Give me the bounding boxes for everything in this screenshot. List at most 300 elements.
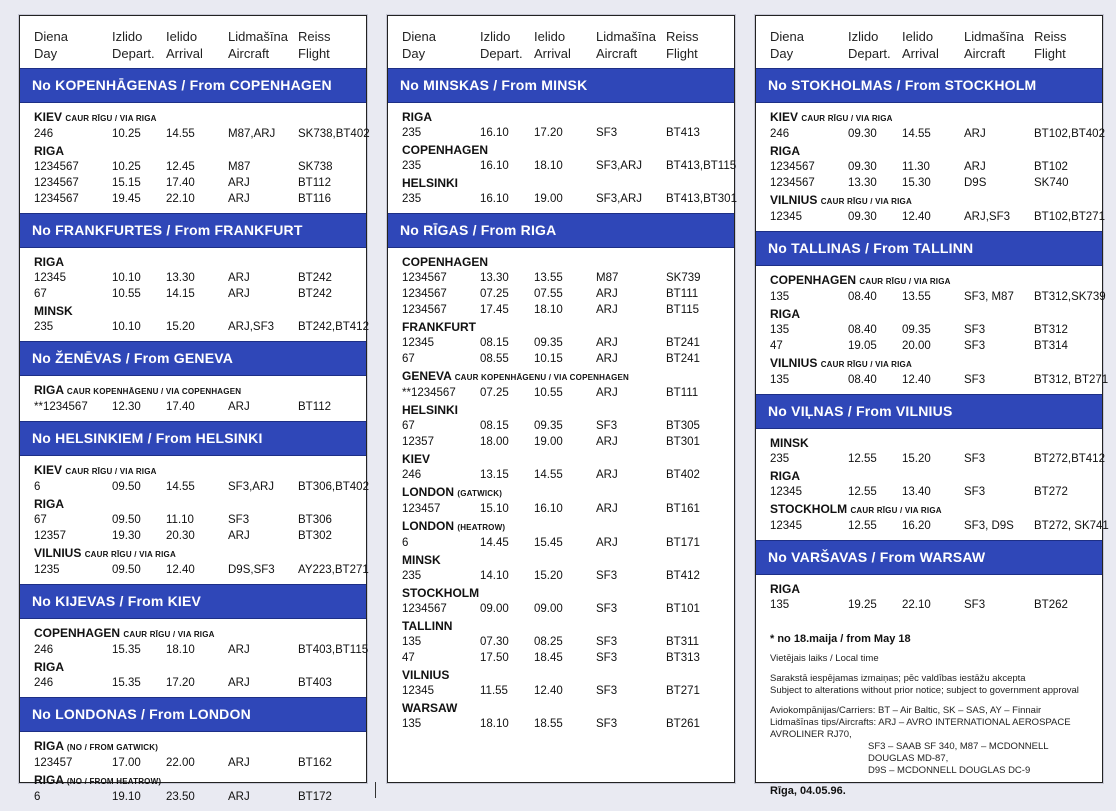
- flight-aircraft: ARJ: [228, 288, 250, 300]
- flight-arrival: 17.40: [166, 177, 195, 189]
- header-dep: [480, 28, 534, 62]
- timetable-panel-1: [18, 14, 370, 803]
- flight-row: [34, 512, 356, 528]
- destination-name: LONDON: [402, 485, 454, 499]
- flight-row: [34, 479, 369, 495]
- destination: [402, 553, 724, 568]
- destination-name: KIEV: [770, 110, 799, 124]
- flight-flight: BT403,BT115: [298, 644, 369, 656]
- flight-arrival: 22.10: [166, 193, 195, 205]
- destination-name: RIGA: [34, 255, 64, 269]
- destination: [34, 463, 356, 479]
- flight-arrival: 13.30: [166, 272, 195, 284]
- flight-departure: 08.15: [480, 337, 509, 349]
- flight-flight: BT241: [666, 353, 700, 365]
- section-title: No VARŠAVAS / From WARSAW: [756, 540, 1102, 575]
- flight-arrival: 12.40: [166, 564, 195, 576]
- flight-row: [402, 601, 724, 617]
- header-arr: [166, 28, 228, 62]
- flight-day: 12345: [402, 337, 434, 349]
- header-day-line: Diena: [34, 29, 68, 44]
- flight-flight: BT312: [1034, 324, 1068, 336]
- section-title: No KIJEVAS / From KIEV: [20, 584, 366, 619]
- flight-aircraft: SF3: [964, 453, 986, 465]
- destination-via: CAUR RĪGU / VIA RIGA: [850, 506, 942, 515]
- legend-subject-line: Sarakstā iespējamas izmaiņas; pēc valdības iestāžu akcepta: [770, 673, 1026, 684]
- flight-departure: 14.45: [480, 537, 509, 549]
- destination: [770, 502, 1092, 518]
- flight-departure: 13.30: [480, 272, 509, 284]
- flight-row: [770, 484, 1092, 500]
- flight-flight: BT272,BT412: [1034, 453, 1105, 465]
- flight-departure: 10.25: [112, 161, 141, 173]
- flight-day: 235: [34, 321, 54, 333]
- flight-flight: BT262: [1034, 599, 1068, 611]
- destination-via: (GATWICK): [457, 489, 503, 498]
- flight-row: [770, 597, 1092, 613]
- flight-departure: 12.55: [848, 453, 877, 465]
- flight-row: [402, 270, 724, 286]
- destination: [770, 307, 1092, 322]
- destination-name: RIGA: [770, 469, 800, 483]
- panel-body: [19, 15, 370, 803]
- timetable-panel-3: [754, 14, 1109, 797]
- flight-arrival: 12.40: [534, 685, 563, 697]
- header-fl-line: Flight: [298, 46, 330, 61]
- flight-flight: BT112: [298, 401, 332, 413]
- flight-aircraft: ARJ: [596, 353, 618, 365]
- destination: [402, 619, 724, 634]
- flight-departure: 15.35: [112, 644, 141, 656]
- header-arr-line: Ielido: [902, 29, 934, 44]
- flight-row: [402, 191, 737, 207]
- flight-aircraft: ARJ: [228, 401, 250, 413]
- destination-name: COPENHAGEN: [770, 273, 857, 287]
- section-title: No FRANKFURTES / From FRANKFURT: [20, 213, 366, 248]
- destination-name: VILNIUS: [34, 546, 82, 560]
- flight-departure: 08.40: [848, 291, 877, 303]
- destination: [402, 143, 724, 158]
- section-body: [756, 429, 1109, 540]
- destination-name: TALLINN: [402, 619, 453, 633]
- destination: [34, 383, 356, 399]
- flight-arrival: 15.20: [534, 570, 563, 582]
- flight-flight: BT172: [298, 791, 332, 803]
- flight-arrival: 23.50: [166, 791, 195, 803]
- flight-aircraft: ARJ: [228, 791, 250, 803]
- flight-flight: BT403: [298, 677, 332, 689]
- flight-arrival: 10.15: [534, 353, 563, 365]
- destination-name: RIGA: [770, 582, 800, 596]
- flight-arrival: 19.00: [534, 436, 563, 448]
- section-title: No KOPENHĀGENAS / From COPENHAGEN: [20, 68, 366, 103]
- flight-day: 6: [402, 537, 409, 549]
- header-dep-line: Depart.: [480, 46, 523, 61]
- column-header: [388, 16, 734, 68]
- flight-row: [34, 270, 356, 286]
- flight-row: [402, 501, 724, 517]
- flight-aircraft: ARJ: [228, 677, 250, 689]
- flight-flight: BT111: [666, 387, 699, 399]
- flight-flight: BT116: [298, 193, 332, 205]
- flight-row: [402, 650, 724, 666]
- flight-aircraft: SF3,ARJ: [228, 481, 275, 493]
- section-title: No STOKHOLMAS / From STOCKHOLM: [756, 68, 1102, 103]
- flight-aircraft: M87: [596, 272, 619, 284]
- flight-day: 135: [402, 636, 422, 648]
- flight-row: [770, 451, 1105, 467]
- spacer: [770, 665, 1088, 673]
- header-dep: [848, 28, 902, 62]
- flight-flight: BT161: [666, 503, 700, 515]
- section-body: [388, 248, 734, 738]
- flight-row: [770, 322, 1092, 338]
- flight-flight: BT171: [666, 537, 700, 549]
- legend-carrier-line: D9S – MCDONNELL DOUGLAS DC-9: [868, 765, 1031, 776]
- flight-departure: 10.10: [112, 321, 141, 333]
- flight-flight: BT261: [666, 718, 700, 730]
- flight-aircraft: ARJ: [596, 503, 618, 515]
- destination: [770, 144, 1092, 159]
- flight-row: [770, 518, 1109, 534]
- flight-aircraft: SF3: [964, 486, 986, 498]
- flight-departure: 12.55: [848, 520, 877, 532]
- flight-day: 1234567: [34, 193, 79, 205]
- destination-via: CAUR RĪGU / VIA RIGA: [65, 114, 157, 123]
- flight-arrival: 15.20: [902, 453, 931, 465]
- flight-flight: BT312,SK739: [1034, 291, 1106, 303]
- flight-day: 67: [402, 353, 415, 365]
- flight-arrival: 17.40: [166, 401, 195, 413]
- flight-departure: 14.10: [480, 570, 509, 582]
- flight-arrival: 22.10: [902, 599, 931, 611]
- destination-name: HELSINKI: [402, 403, 459, 417]
- destination-name: HELSINKI: [402, 176, 459, 190]
- flight-arrival: 14.15: [166, 288, 195, 300]
- flight-day: 12357: [34, 530, 66, 542]
- flight-aircraft: ARJ: [228, 644, 250, 656]
- flight-day: 12357: [402, 436, 434, 448]
- flight-departure: 12.30: [112, 401, 141, 413]
- destination-name: RIGA: [34, 383, 64, 397]
- header-dep-line: Depart.: [848, 46, 891, 61]
- flight-row: [770, 289, 1106, 305]
- flight-arrival: 13.55: [902, 291, 931, 303]
- flight-arrival: 20.30: [166, 530, 195, 542]
- header-ac-line: Aircraft: [228, 46, 270, 61]
- flight-row: [34, 175, 356, 191]
- flight-aircraft: SF3, M87: [964, 291, 1014, 303]
- issue-date: Rīga, 04.05.96.: [770, 785, 846, 797]
- header-ac: [964, 28, 1034, 62]
- flight-flight: BT305: [666, 420, 700, 432]
- flight-day: 1234567: [402, 304, 447, 316]
- flight-departure: 13.30: [848, 177, 877, 189]
- header-day-line: Diena: [770, 29, 804, 44]
- flight-row: [402, 634, 724, 650]
- flight-flight: BT412: [666, 570, 700, 582]
- flight-departure: 16.10: [480, 193, 509, 205]
- flight-aircraft: ARJ: [964, 128, 986, 140]
- header-ac: [228, 28, 298, 62]
- flight-departure: 18.00: [480, 436, 509, 448]
- flight-flight: BT272: [1034, 486, 1068, 498]
- flight-aircraft: ARJ: [596, 436, 618, 448]
- flight-row: [402, 716, 724, 732]
- destination-name: COPENHAGEN: [402, 143, 489, 157]
- flight-day: 1234567: [770, 177, 815, 189]
- flight-aircraft: ARJ: [228, 530, 250, 542]
- flight-flight: BT162: [298, 757, 332, 769]
- flight-flight: BT413,BT301: [666, 193, 737, 205]
- footnote: * no 18.maija / from May 18: [770, 633, 911, 645]
- flight-arrival: 09.35: [534, 337, 563, 349]
- flight-flight: BT102,BT271: [1034, 211, 1105, 223]
- flight-day: 12345: [34, 272, 66, 284]
- flight-day: 12345: [770, 486, 802, 498]
- flight-row: [402, 158, 737, 174]
- header-arr: [902, 28, 964, 62]
- header-day: [402, 28, 480, 62]
- header-arr-line: Arrival: [902, 46, 939, 61]
- destination-name: FRANKFURT: [402, 320, 476, 334]
- destination: [402, 176, 724, 191]
- flight-row: [402, 302, 724, 318]
- destination-name: LONDON: [402, 519, 454, 533]
- flight-day: 67: [34, 514, 47, 526]
- flight-aircraft: ARJ: [596, 288, 618, 300]
- destination-name: RIGA: [34, 739, 64, 753]
- flight-day: 1234567: [402, 272, 447, 284]
- flight-day: 246: [34, 644, 54, 656]
- destination-name: VILNIUS: [770, 356, 818, 370]
- flight-arrival: 18.10: [534, 304, 563, 316]
- flight-departure: 09.50: [112, 564, 141, 576]
- destination-name: KIEV: [34, 463, 63, 477]
- destination-via: CAUR RĪGU / VIA RIGA: [820, 197, 912, 206]
- destination: [770, 356, 1092, 372]
- flight-departure: 09.30: [848, 211, 877, 223]
- flight-flight: BT102: [1034, 161, 1068, 173]
- flight-arrival: 13.40: [902, 486, 931, 498]
- flight-flight: BT101: [666, 603, 700, 615]
- flight-flight: BT413,BT115: [666, 160, 737, 172]
- flight-aircraft: ARJ,SF3: [228, 321, 275, 333]
- header-fl: [298, 28, 356, 62]
- header-ac-line: Aircraft: [596, 46, 638, 61]
- destination: [402, 255, 724, 270]
- destination: [34, 497, 356, 512]
- flight-aircraft: SF3: [964, 599, 986, 611]
- flight-row: [402, 568, 724, 584]
- flight-aircraft: D9S: [964, 177, 987, 189]
- flight-row: [402, 335, 724, 351]
- destination-via: (NO / FROM GATWICK): [66, 743, 159, 752]
- flight-aircraft: SF3: [596, 127, 618, 139]
- flight-row: [34, 789, 356, 805]
- flight-day: 67: [34, 288, 47, 300]
- flight-row: [402, 434, 724, 450]
- flight-departure: 10.55: [112, 288, 141, 300]
- destination: [402, 403, 724, 418]
- flight-flight: BT111: [666, 288, 699, 300]
- flight-departure: 08.40: [848, 374, 877, 386]
- flight-departure: 09.30: [848, 128, 877, 140]
- destination: [402, 452, 724, 467]
- destination: [770, 110, 1092, 126]
- destination-name: RIGA: [770, 307, 800, 321]
- flight-day: 235: [402, 193, 422, 205]
- flight-flight: BT242,BT412: [298, 321, 369, 333]
- destination-name: RIGA: [402, 110, 432, 124]
- flight-day: 123457: [402, 503, 441, 515]
- flight-flight: SK738: [298, 161, 333, 173]
- header-dep-line: Depart.: [112, 46, 155, 61]
- destination: [402, 369, 724, 385]
- flight-arrival: 19.00: [534, 193, 563, 205]
- destination-via: CAUR RĪGU / VIA RIGA: [84, 550, 176, 559]
- flight-row: [402, 125, 724, 141]
- flight-arrival: 16.10: [534, 503, 563, 515]
- fold-mark: [375, 782, 376, 798]
- destination-name: KIEV: [34, 110, 63, 124]
- flight-arrival: 10.55: [534, 387, 563, 399]
- section-body: [20, 619, 369, 697]
- flight-row: [34, 126, 370, 142]
- legend-local-time: Vietējais laiks / Local time: [770, 653, 879, 664]
- header-fl-line: Flight: [666, 46, 698, 61]
- header-arr-line: Ielido: [534, 29, 566, 44]
- flight-row: [402, 351, 724, 367]
- flight-departure: 12.55: [848, 486, 877, 498]
- flight-day: 135: [770, 599, 790, 611]
- flight-day: 235: [402, 127, 422, 139]
- flight-departure: 17.50: [480, 652, 509, 664]
- flight-flight: BT413: [666, 127, 700, 139]
- flight-arrival: 11.30: [902, 161, 930, 173]
- section-title: No LONDONAS / From LONDON: [20, 697, 366, 732]
- flight-departure: 18.10: [480, 718, 509, 730]
- flight-departure: 08.55: [480, 353, 509, 365]
- destination: [770, 273, 1092, 289]
- destination-name: STOCKHOLM: [770, 502, 848, 516]
- destination: [34, 626, 356, 642]
- destination: [770, 436, 1092, 451]
- flight-row: [402, 385, 724, 401]
- flight-day: 246: [402, 469, 422, 481]
- spacer: [770, 645, 1088, 653]
- header-arr-line: Arrival: [534, 46, 571, 61]
- flight-departure: 07.30: [480, 636, 509, 648]
- header-day-line: Day: [34, 46, 58, 61]
- flight-arrival: 11.10: [166, 514, 194, 526]
- flight-day: 1234567: [34, 177, 79, 189]
- flight-flight: BT306: [298, 514, 332, 526]
- section-body: [756, 103, 1105, 231]
- section-body: [20, 732, 366, 811]
- header-arr-line: Ielido: [166, 29, 198, 44]
- flight-flight: BT313: [666, 652, 700, 664]
- header-dep-line: Izlido: [480, 29, 511, 44]
- flight-departure: 09.50: [112, 481, 141, 493]
- flight-arrival: 20.00: [902, 340, 931, 352]
- destination-via: (HEATROW): [457, 523, 506, 532]
- flight-aircraft: SF3: [596, 685, 618, 697]
- destination: [34, 144, 356, 159]
- flight-arrival: 16.20: [902, 520, 931, 532]
- destination-via: CAUR KOPENHĀGENU / VIA COPENHAGEN: [66, 387, 242, 396]
- flight-arrival: 17.20: [534, 127, 563, 139]
- flight-row: [770, 126, 1105, 142]
- destination-name: STOCKHOLM: [402, 586, 480, 600]
- destination-via: CAUR RĪGU / VIA RIGA: [801, 114, 893, 123]
- flight-flight: BT302: [298, 530, 332, 542]
- legend-carrier-line: Lidmašīnas tips/Aircrafts: ARJ – AVRO INTERNATIONAL AEROSPACE AVROLINER RJ70,: [770, 717, 1071, 740]
- flight-flight: BT311: [666, 636, 700, 648]
- spacer: [770, 697, 1088, 705]
- flight-day: 1234567: [402, 603, 447, 615]
- section-body: [20, 103, 370, 213]
- flight-departure: 09.30: [848, 161, 877, 173]
- header-arr-line: Arrival: [166, 46, 203, 61]
- destination: [402, 668, 724, 683]
- section-title: No ŽENĒVAS / From GENEVA: [20, 341, 366, 376]
- header-day-line: Day: [402, 46, 426, 61]
- flight-row: [34, 562, 369, 578]
- flight-aircraft: SF3,ARJ: [596, 160, 643, 172]
- destination-name: RIGA: [34, 497, 64, 511]
- destination-name: VILNIUS: [402, 668, 450, 682]
- section-body: [756, 575, 1102, 619]
- destination: [34, 773, 356, 789]
- flight-departure: 10.25: [112, 128, 141, 140]
- flight-row: [34, 755, 356, 771]
- flight-day: 246: [770, 128, 790, 140]
- flight-day: 135: [402, 718, 422, 730]
- destination-via: CAUR RĪGU / VIA RIGA: [123, 630, 215, 639]
- section-body: [20, 456, 369, 584]
- flight-departure: 19.05: [848, 340, 877, 352]
- flight-departure: 15.10: [480, 503, 509, 515]
- flight-row: [402, 535, 724, 551]
- flight-row: [34, 675, 356, 691]
- flight-flight: SK738,BT402: [298, 128, 370, 140]
- flight-aircraft: ARJ: [596, 337, 618, 349]
- flight-arrival: 22.00: [166, 757, 195, 769]
- header-fl-line: Reiss: [666, 29, 699, 44]
- flight-flight: BT312, BT271: [1034, 374, 1109, 386]
- flight-aircraft: ARJ: [228, 272, 250, 284]
- flight-row: [770, 372, 1109, 388]
- header-ac-line: Lidmašīna: [964, 29, 1024, 44]
- section-body: [20, 376, 366, 421]
- flight-aircraft: ARJ: [596, 469, 618, 481]
- legend: [756, 645, 1102, 777]
- flight-arrival: 08.25: [534, 636, 563, 648]
- destination: [402, 519, 724, 535]
- flight-arrival: 14.55: [902, 128, 931, 140]
- flight-row: [34, 642, 369, 658]
- flight-row: [34, 159, 356, 175]
- header-fl-line: Flight: [1034, 46, 1066, 61]
- destination-via: CAUR RĪGU / VIA RIGA: [859, 277, 951, 286]
- flight-day: 1235: [34, 564, 60, 576]
- flight-aircraft: ARJ: [596, 304, 618, 316]
- flight-departure: 19.30: [112, 530, 141, 542]
- flight-day: 12345: [770, 520, 802, 532]
- section-title: No HELSINKIEM / From HELSINKI: [20, 421, 366, 456]
- flight-arrival: 14.55: [534, 469, 563, 481]
